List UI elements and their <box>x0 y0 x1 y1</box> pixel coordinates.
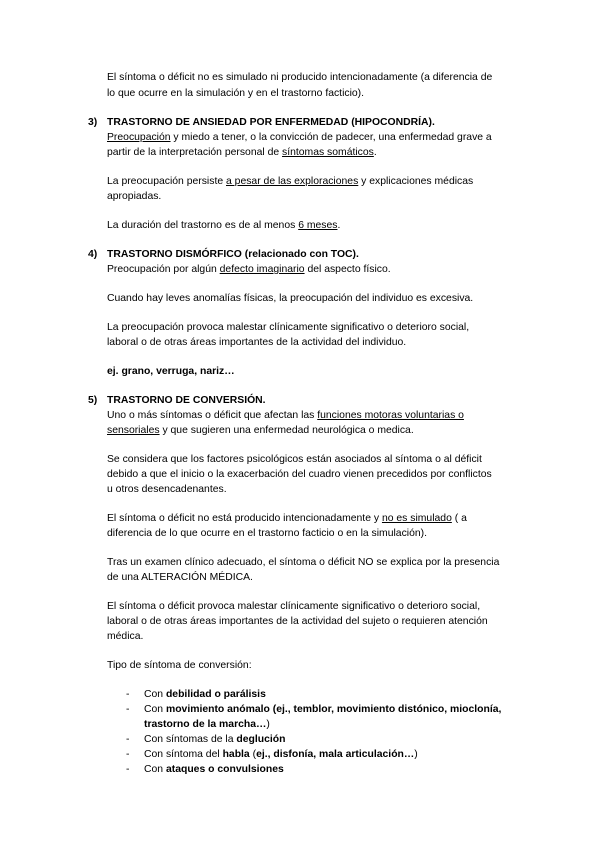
text: . <box>373 147 377 158</box>
underlined-term: no es simulado <box>381 513 452 524</box>
underlined-term: a pesar de las exploraciones <box>226 176 359 187</box>
text: La duración del trastorno es de al menos <box>107 220 299 231</box>
text: Uno o más síntomas o déficit que afectan las <box>107 410 318 421</box>
section-5-para-2-line-1: Se considera que los factores psicológicos están asociados al síntoma o al déficit <box>107 454 482 465</box>
bullet-mark: - <box>126 764 130 775</box>
section-3-para-3 <box>107 219 340 233</box>
text: El síntoma o déficit no está producido intencionadamente y <box>107 513 382 524</box>
section-5-para-3-line-2: diferencia de lo que ocurre en el trastorno facticio o en la simulación). <box>107 528 427 539</box>
bullet-mark: - <box>126 734 130 745</box>
section-3-para-1-line-1 <box>107 131 492 145</box>
text: y miedo a tener, o la convicción de padecer, una enfermedad grave a <box>170 132 492 143</box>
bullet-item-4 <box>144 748 418 762</box>
section-5-para-2-line-2: debido a que el inicio o la exacerbación del cuadro vienen precedidos por conflictos <box>107 469 492 480</box>
bold-term: habla <box>222 749 250 760</box>
text: partir de la interpretación personal de <box>107 147 283 158</box>
underlined-term: defecto imaginario <box>219 264 305 275</box>
section-5-para-4-line-1: Tras un examen clínico adecuado, el síntoma o déficit NO se explica por la presencia <box>107 557 500 568</box>
text: del aspecto físico. <box>304 264 391 275</box>
bullet-item-5 <box>144 763 284 777</box>
section-3-number: 3) <box>88 117 98 128</box>
bullet-mark: - <box>126 704 130 715</box>
section-3-heading: TRASTORNO DE ANSIEDAD POR ENFERMEDAD (HIPOCONDRÍA). <box>107 117 435 128</box>
section-4-example: ej. grano, verruga, nariz… <box>107 366 235 377</box>
underlined-term: Preocupación <box>107 132 171 143</box>
text: ( a <box>451 513 467 524</box>
section-3-para-2-line-2: apropiadas. <box>107 191 162 202</box>
section-5-para-2-line-3: u otros desencadenantes. <box>107 484 227 495</box>
section-4-para-1 <box>107 263 391 277</box>
bold-term: trastorno de la marcha… <box>144 719 267 730</box>
bullet-mark: - <box>126 749 130 760</box>
text: ) <box>266 719 270 730</box>
bullet-item-2-line-1 <box>144 703 501 717</box>
text: Preocupación por algún <box>107 264 220 275</box>
section-3-para-2-line-1 <box>107 175 473 189</box>
text: . <box>337 220 341 231</box>
section-5-para-1-line-2 <box>107 424 414 438</box>
underlined-term: funciones motoras voluntarias o <box>317 410 464 421</box>
bold-term: movimiento anómalo (ej., temblor, movimiento distónico, mioclonía, <box>165 704 502 715</box>
text: Con <box>144 704 166 715</box>
bold-term: debilidad o parálisis <box>165 689 266 700</box>
text: Con <box>144 764 166 775</box>
section-4-para-3-line-1: La preocupación provoca malestar clínicamente significativo o deterioro social, <box>107 322 470 333</box>
section-4-para-2: Cuando hay leves anomalías físicas, la preocupación del individuo es excesiva. <box>107 293 474 304</box>
section-5-types-intro: Tipo de síntoma de conversión: <box>107 660 252 671</box>
section-5-number: 5) <box>88 395 98 406</box>
bold-term: ataques o convulsiones <box>165 764 284 775</box>
section-3-para-1-line-2 <box>107 146 377 160</box>
text: Con síntoma del <box>144 749 223 760</box>
underlined-term: 6 meses <box>298 220 338 231</box>
section-5-para-5-line-1: El síntoma o déficit provoca malestar clínicamente significativo o deterioro social, <box>107 601 481 612</box>
section-4-para-3-line-2: laboral o de otras áreas importantes de la actividad del individuo. <box>107 337 407 348</box>
text: ) <box>414 749 418 760</box>
section-5-para-4-line-2: de una ALTERACIÓN MÉDICA. <box>107 572 253 583</box>
intro-line-2: lo que ocurre en la simulación y en el trastorno facticio). <box>107 88 365 99</box>
bullet-item-3 <box>144 733 286 747</box>
section-4-number: 4) <box>88 249 98 260</box>
text: y que sugieren una enfermedad neurológica o medica. <box>159 425 414 436</box>
bullet-item-2-line-2 <box>144 718 270 732</box>
text: ( <box>249 749 257 760</box>
bullet-mark: - <box>126 689 130 700</box>
bold-term: ej., disfonía, mala articulación… <box>256 749 415 760</box>
text: La preocupación persiste <box>107 176 226 187</box>
intro-line-1: El síntoma o déficit no es simulado ni producido intencionadamente (a diferencia de <box>107 72 493 83</box>
section-5-para-5-line-2: laboral o de otras áreas importantes de la actividad del sujeto o requieren atención <box>107 616 488 627</box>
underlined-term: sensoriales <box>107 425 160 436</box>
underlined-term: síntomas somáticos <box>282 147 374 158</box>
section-5-heading: TRASTORNO DE CONVERSIÓN. <box>107 395 266 406</box>
bullet-item-1 <box>144 688 266 702</box>
bold-term: deglución <box>236 734 286 745</box>
text: y explicaciones médicas <box>358 176 474 187</box>
text: Con síntomas de la <box>144 734 237 745</box>
section-5-para-3-line-1 <box>107 512 467 526</box>
text: Con <box>144 689 166 700</box>
section-4-heading: TRASTORNO DISMÓRFICO (relacionado con TOC). <box>107 249 359 260</box>
section-5-para-5-line-3: médica. <box>107 631 144 642</box>
section-5-para-1-line-1 <box>107 409 464 423</box>
